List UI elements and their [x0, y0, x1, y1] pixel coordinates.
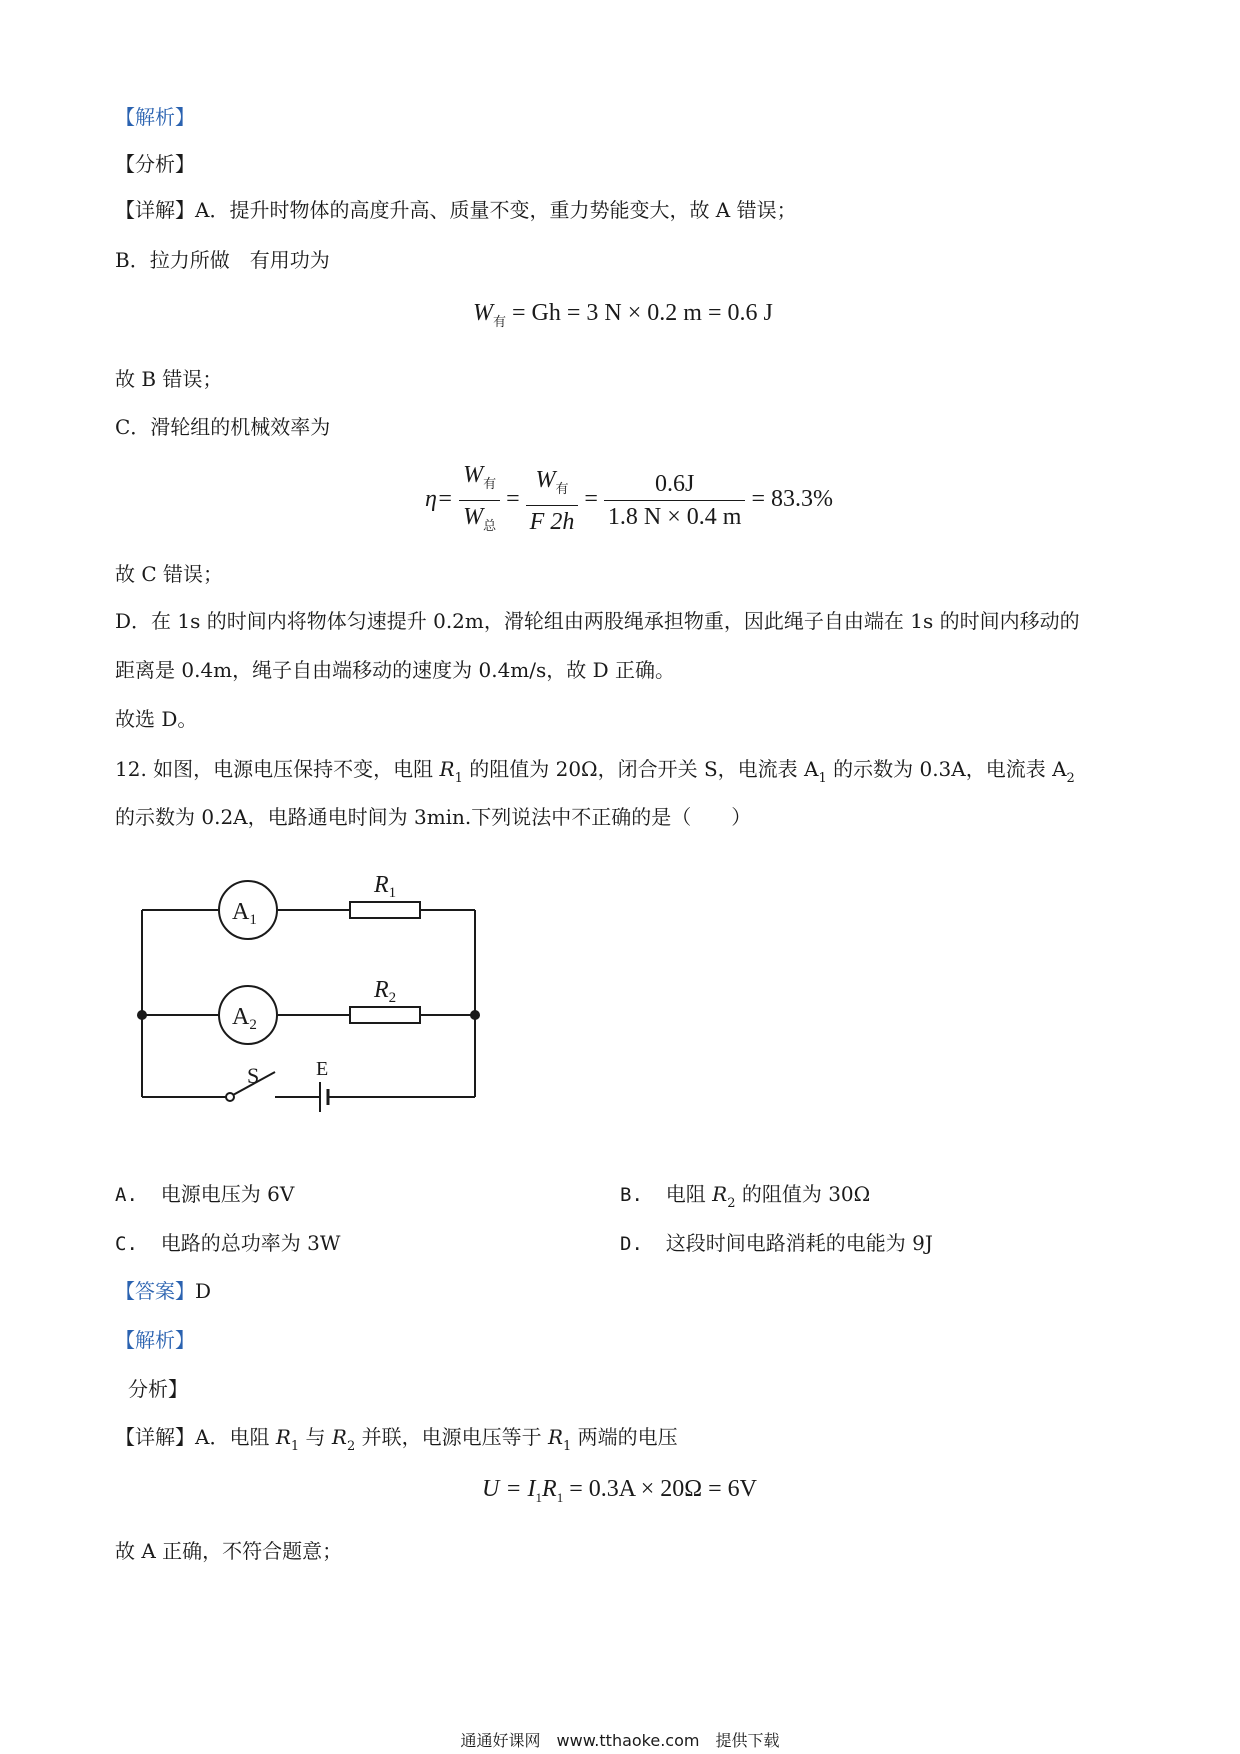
ammeter-a1-label: $A_1$	[232, 899, 257, 928]
efficiency-equation: η= $\frac{W_有}{W_总}$ = $\frac{W_有}{F 2h}$ = $\frac{0.6J}{1.8 N \times 0.4 m}$ = 83.3%	[425, 460, 833, 541]
detail-d-line1: D．在 1s 的时间内将物体匀速提升 0.2m，滑轮组由两股绳承担物重，因此绳子自由端在 1s 的时间内移动的	[115, 609, 1080, 633]
fraction-3: $\frac{0.6J}{1.8 N \times 0.4 m}$	[604, 469, 746, 532]
option-a: A. 电源电压为 6V	[115, 1182, 295, 1206]
resistor-r2-icon	[350, 1007, 420, 1023]
detail-c-intro: C．滑轮组的机械效率为	[115, 415, 331, 439]
detail-a-line-2: 【详解】A．电阻 $R_1$ 与 $R_2$ 并联，电源电压等于 $R_1$ 两端的电压	[115, 1425, 678, 1454]
fraction-2: $\frac{W_有}{F 2h}$	[526, 465, 579, 537]
question-12-line1: 12. 如图，电源电压保持不变，电阻 $R_1$ 的阻值为 20Ω，闭合开关 S，电流表 $A_1$ 的示数为 0.3A，电流表 $A_2$	[115, 757, 1075, 786]
resistor-r1-icon	[350, 902, 420, 918]
eta-symbol: η=	[425, 486, 454, 513]
analysis-heading: 【解析】	[115, 105, 195, 129]
option-b: B. 电阻 $R_2$ 的阻值为 30Ω	[620, 1182, 871, 1211]
switch-label: S	[247, 1063, 260, 1088]
junction-dot-right	[471, 1011, 479, 1019]
answer-value: D	[195, 1279, 212, 1303]
detail-d-line2: 距离是 0.4m，绳子自由端移动的速度为 0.4m/s，故 D 正确。	[115, 658, 676, 682]
eq-symbol-w: W	[473, 300, 493, 326]
answer-line	[115, 1277, 211, 1305]
detail-a-result-2: 故 A 正确，不符合题意；	[115, 1539, 343, 1563]
option-c: C. 电路的总功率为 3W	[115, 1231, 341, 1255]
eq-rest: = Gh = 3 N × 0.2 m = 0.6 J	[506, 300, 773, 326]
question-12-line2: 的示数为 0.2A，电路通电时间为 3min.下列说法中不正确的是（ ）	[115, 805, 752, 829]
detail-b-intro: B．拉力所做 有用功为	[115, 248, 330, 272]
eq-subscript: 有	[493, 314, 507, 329]
voltage-equation: $U = I_1R_1 = 0.3A \times 20\Omega = 6V$	[482, 1476, 757, 1505]
answer-label: 【答案】	[115, 1279, 195, 1303]
detail-a-line: 【详解】A．提升时物体的高度升高、质量不变，重力势能变大，故 A 错误；	[115, 198, 797, 222]
page-footer: 通通好课网 www.tthaoke.com 提供下载	[460, 1731, 780, 1750]
analysis-subheading-2: 分析】	[128, 1377, 188, 1401]
analysis-subheading: 【分析】	[115, 152, 195, 176]
final-choice: 故选 D。	[115, 707, 198, 731]
circuit-diagram	[130, 860, 500, 1130]
efficiency-result: = 83.3%	[751, 486, 833, 513]
analysis-heading-2: 【解析】	[115, 1328, 195, 1352]
resistor-r2-label: $R_2$	[374, 977, 397, 1006]
junction-dot-left	[138, 1011, 146, 1019]
detail-b-result: 故 B 错误；	[115, 367, 223, 391]
useful-work-equation	[473, 300, 773, 330]
battery-label: E	[316, 1058, 329, 1080]
ammeter-a2-label: $A_2$	[232, 1004, 257, 1033]
fraction-1: $\frac{W_有}{W_总}$	[459, 460, 500, 541]
resistor-r1-label: $R_1$	[374, 872, 397, 901]
detail-c-result: 故 C 错误；	[115, 562, 224, 586]
option-d: D. 这段时间电路消耗的电能为 9J	[620, 1231, 933, 1255]
